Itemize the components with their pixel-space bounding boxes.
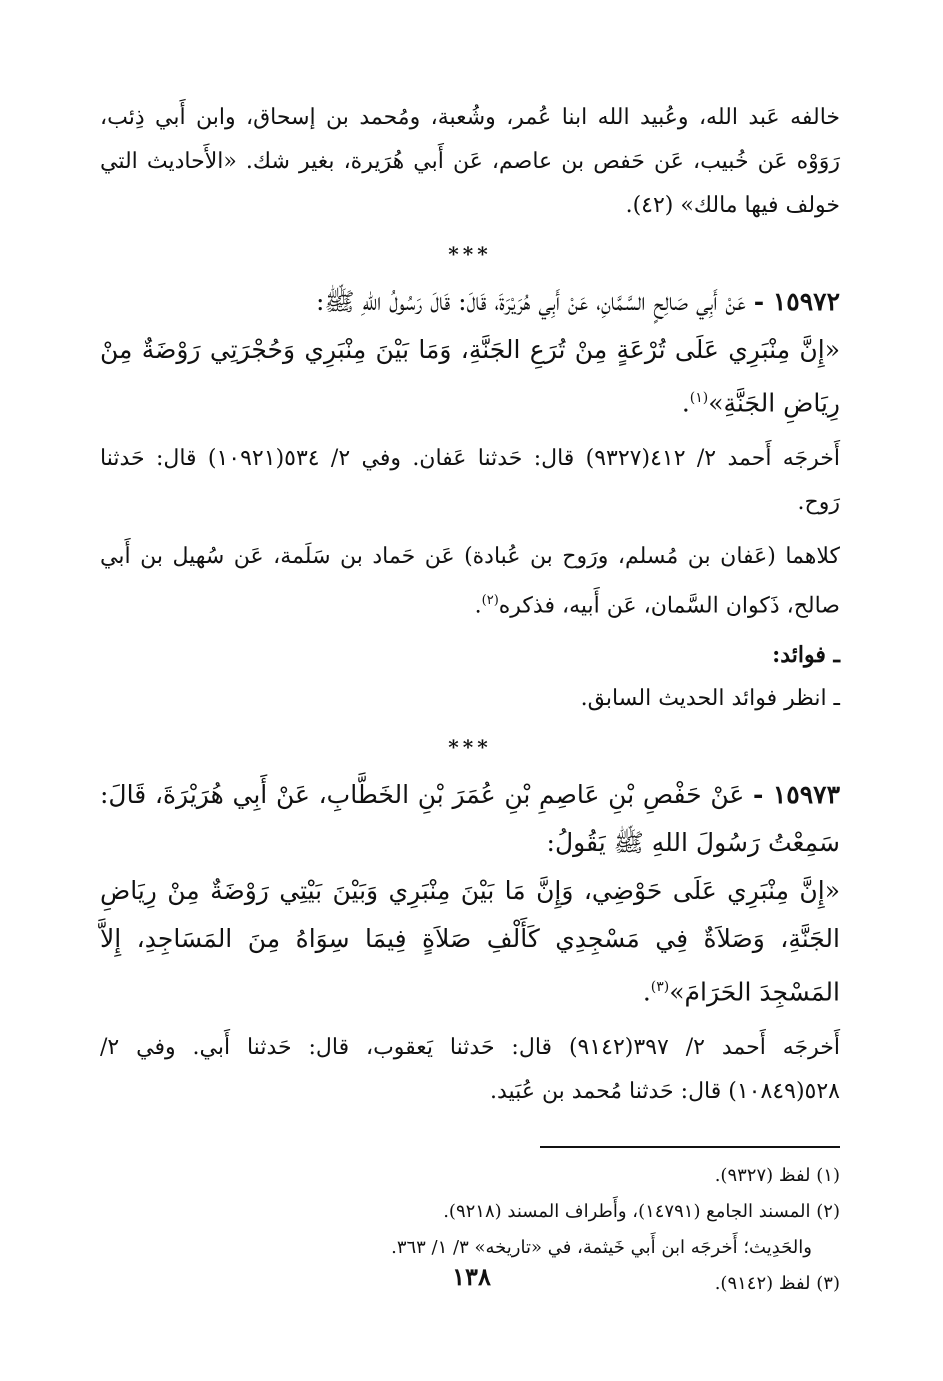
hadith-isnad: عَنْ أَبِي صَالِحٍ السَّمَّانِ، عَنْ أَبِي هُرَيْرَةَ، قَالَ: قَالَ رَسُولُ اللهِ ﷺ:: [315, 287, 746, 316]
hadith-number: ١٥٩٧٢ -: [753, 287, 840, 316]
footnote-ref: (٣): [650, 978, 670, 995]
footnote-2-continuation: والحَدِيث؛ أَخرجَه ابن أَبي خَيثمة، في «تاريخه» ٣/ ١/ ٣٦٣.: [391, 1236, 812, 1258]
footnote-ref: (١): [689, 390, 709, 406]
takhrij-paragraph: أَخرجَه أَحمد ٢/ ٣٩٧(٩١٤٢) قال: حَدثنا يَعقوب، قال: حَدثنا أَبي. وفي ٢/ ٥٢٨(١٠٨٤٩) قال: حَدثنا مُحمد بن عُبَيد.: [100, 1034, 840, 1104]
hadith-matn: «إِنَّ مِنْبَرِي عَلَى تُرْعَةٍ مِنْ تُرَعِ الجَنَّةِ، وَمَا بَيْنَ مِنْبَرِي وَحُجْرَتِي رَوْضَةٌ مِنْ رِيَاضِ الجَنَّةِ»$^{(١)}$.: [100, 335, 840, 418]
footnote-1: (١) لفظ (٩٣٢٧).: [714, 1164, 840, 1186]
intro-line-3: خولف فيها مالك» (٤٢).: [625, 193, 840, 218]
hadith-matn: «إِنَّ مِنْبَرِي عَلَى حَوْضِي، وَإِنَّ مَا بَيْنَ مِنْبَرِي وَبَيْنَ بَيْتِي رَوْضَةٌ مِنْ رِيَاضِ الجَنَّةِ، وَصَلاَةٌ فِي مَسْجِدِي كَأَلْفِ صَلاَةٍ فِيمَا سِوَاهُ مِنَ المَسَاجِدِ، إِلاَّ المَسْجِدَ الحَرَامَ»$^{(٣)}$.: [100, 875, 840, 1006]
intro-paragraph: [100, 96, 840, 228]
page-number: ١٣٨: [452, 1262, 491, 1291]
chain-text: كلاهما (عَفان بن مُسلم، ورَوح بن عُبادة) عَن حَماد بن سَلَمة، عَن سُهيل بن أَبي صالح، ذَكوان السَّمان، عَن أَبيه، فذكره: [100, 544, 840, 619]
hadith-number: ١٥٩٧٣ -: [753, 779, 840, 809]
intro-line-1: خالفه عَبد الله، وعُبيد الله ابنا عُمر، وشُعبة، ومُحمد بن إسحاق، وابن أَبي ذِئب،: [100, 105, 840, 130]
footnote-ref: (٢): [481, 593, 499, 609]
chain-paragraph: كلاهما (عَفان بن مُسلم، ورَوح بن عُبادة) عَن حَماد بن سَلَمة، عَن سُهيل بن أَبي صالح، ذَكوان السَّمان، عَن أَبيه، فذكره$^{(٢)}$.: [100, 544, 840, 619]
hadith-matn-text: «إِنَّ مِنْبَرِي عَلَى تُرْعَةٍ مِنْ تُرَعِ الجَنَّةِ، وَمَا بَيْنَ مِنْبَرِي وَحُجْرَتِي رَوْضَةٌ مِنْ رِيَاضِ الجَنَّةِ»: [100, 335, 840, 418]
hadith-15972: [100, 278, 840, 326]
takhrij-paragraph: أَخرجَه أَحمد ٢/ ٤١٢(٩٣٢٧) قال: حَدثنا عَفان. وفي ٢/ ٥٣٤(١٠٩٢١) قال: حَدثنا رَوح.: [100, 446, 841, 516]
benefits-text: ـ انظر فوائد الحديث السابق.: [580, 685, 840, 711]
footnote-3: (٣) لفظ (٩١٤٢).: [714, 1272, 840, 1294]
hadith-matn-text: «إِنَّ مِنْبَرِي عَلَى حَوْضِي، وَإِنَّ مَا بَيْنَ مِنْبَرِي وَبَيْنَ بَيْتِي رَوْضَةٌ مِنْ رِيَاضِ الجَنَّةِ، وَصَلاَةٌ فِي مَسْجِدِي كَأَلْفِ صَلاَةٍ فِيمَا سِوَاهُ مِنَ المَسَاجِدِ، إِلاَّ المَسْجِدَ الحَرَامَ»: [100, 875, 840, 1006]
intro-line-2: رَوَوْه عَن خُبيب، عَن حَفص بن عاصم، عَن أَبي هُرَيرة، بغير شك. «الأَحاديث التي: [100, 149, 840, 174]
footnote-divider: [540, 1146, 840, 1148]
benefits-heading: ـ فوائد:: [772, 641, 840, 668]
page-body: [100, 96, 840, 1326]
footnote-2: (٢) المسند الجامع (١٤٧٩١)، وأَطراف المسند (٩٢١٨).: [443, 1200, 840, 1222]
hadith-isnad: عَنْ حَفْصِ بْنِ عَاصِمِ بْنِ عُمَرَ بْنِ الخَطَّابِ، عَنْ أَبِي هُرَيْرَةَ، قَالَ: سَمِعْتُ رَسُولَ اللهِ ﷺ يَقُولُ:: [100, 779, 840, 857]
section-separator: ***: [448, 734, 492, 759]
hadith-15973: [100, 771, 840, 867]
section-separator: ***: [448, 242, 492, 266]
